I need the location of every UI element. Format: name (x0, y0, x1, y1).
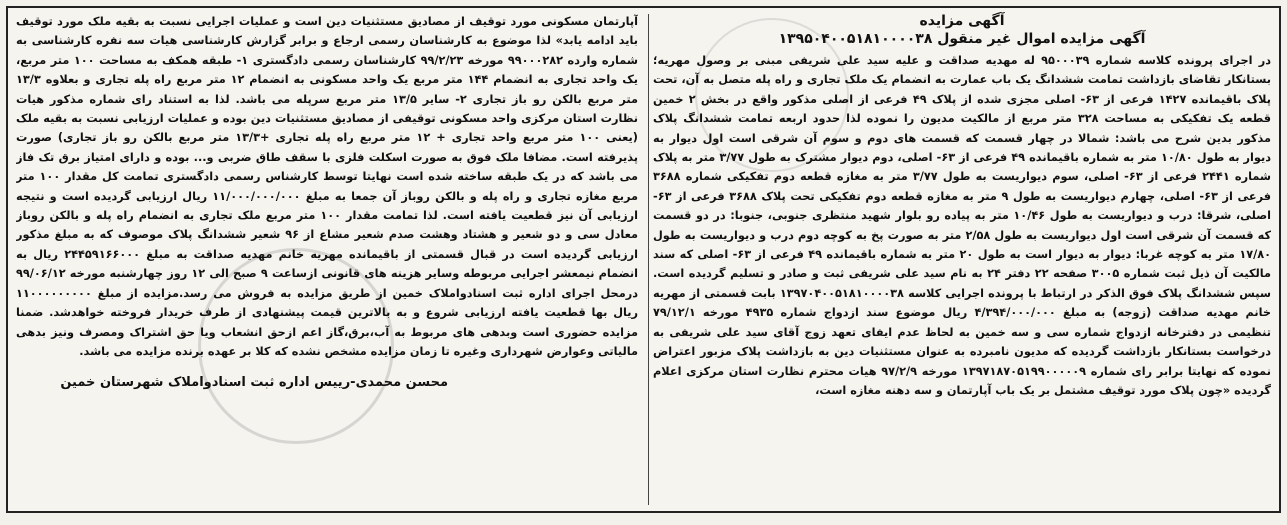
right-column-text: در اجرای پرونده کلاسه شماره ۹۵۰۰۰۳۹ له مهدیه صداقت و علیه سید علی شریفی مبنی بر وصول مهریه؛ بستانکار تقاضای بازداشت تمامت ششدانگ یک باب عمارت به انضمام یک ملک تجاری و راه پله متصل به آن، تحت پلاک باقیمانده ۱۴۲۷ فرعی از ۶۳- اصلی مجزی شده از پلاک ۴۹ فرعی از اصلی مذکور واقع در بخش ۲ خمین قطعه یک تفکیکی به مساحت ۳۲۸ متر مربع از مالکیت مدیون را نموده لذا حدود اربعه تمامت ششدانگ پلاک مذکور بدین شرح می باشد: شمالا در چهار قسمت که قسمت های دوم و سوم آن شرقی است اول دیوار به دیوار به طول ۱۰/۸۰ متر به شماره باقیمانده ۴۹ فرعی از ۶۳- اصلی، دوم دیوار مشترک به طول ۳/۷۷ متر به پلاک شماره ۲۴۴۱ فرعی از ۶۳- اصلی، سوم دیواریست به طول ۳/۷۷ متر به مغازه قطعه دوم تفکیکی شماره ۳۶۸۸ فرعی از ۶۳- اصلی، چهارم دیواریست به طول ۹ متر به مغازه قطعه دوم تفکیکی تحت پلاک ۳۶۸۸ فرعی از ۶۳- اصلی، شرقا: درب و دیواریست به طول ۱۰/۴۶ متر به پیاده رو بلوار شهید منتظری جنوبی، جنوبا: در دو قسمت که قسمت آن شرقی است اول دیواریست به طول ۲/۵۸ متر به صورت پخ به کوچه دوم درب و دیواریست به طول ۱۷/۸۰ متر به کوچه غربا: دیوار به دیوار است به طول ۲۰ متر به شماره باقیمانده ۴۹ فرعی از ۶۳- اصلی که سند مالکیت آن ذیل ثبت شماره ۳۰۰۵ صفحه ۲۲ دفتر ۲۴ به نام سید علی شریفی ثبت و صادر و تسلیم گردیده است. سپس ششدانگ پلاک فوق الذکر در ارتباط با پرونده اجرایی کلاسه ۱۳۹۷۰۴۰۰۵۱۸۱۰۰۰۰۳۸ بابت قسمتی از مهریه خانم مهدیه صداقت (زوجه) به مبلغ ۴/۳۹۴/۰۰۰/۰۰۰ ریال موضوع سند ازدواج شماره ۴۹۳۵ مورخه ۷۹/۱۲/۱ تنظیمی در دفترخانه ازدواج شماره سی و سه خمین به لحاظ عدم ایفای تعهد زوج آقای سید علی شریفی به درخواست بستانکار بازداشت گردیده که مدیون نامبرده به عنوان مستثنیات دین به بازداشت پلاک مزبور اعتراض نموده که نهایتا برابر رای شماره ۱۳۹۷۱۸۷۰۵۱۹۹۰۰۰۰۰۹ مورخه ۹۷/۲/۹ هیات محترم نظارت استان مرکزی اعلام گردیده «چون پلاک مورد توقیف مشتمل بر یک باب آپارتمان و سه دهنه مغازه است، (653, 54, 1271, 397)
column-divider (648, 14, 649, 505)
left-column-text: آپارتمان مسکونی مورد توقیف از مصادیق مستثنیات دین است و عملیات اجرایی نسبت به بقیه ملک مورد توقیف باید ادامه یابد» لذا موضوع به کارشناسان رسمی ارجاع و برابر گزارش کارشناسی هیات سه نفره کارشناسی به شماره وارده ۹۹۰۰۰۲۸۲ مورخه ۹۹/۲/۲۳ کارشناسان رسمی دادگستری ۱- طبقه همکف به مساحت ۱۰۰ متر مربع، یک واحد تجاری به انضمام ۱۴۴ متر مربع یک واحد مسکونی به انضمام ۱۲ متر مربع راه پله تجاری و بعلاوه ۱۳/۳ متر مربع بالکن رو باز تجاری ۲- سایر ۱۳/۵ متر مربع سرپله می باشد. لذا به استناد رای شماره مذکور هیات نظارت استان مرکزی واحد مسکونی توقیفی از مصادیق مستثنیات دین بوده و عملیات ارزیابی نسبت به بقیه ملک (یعنی ۱۰۰ متر مربع واحد تجاری + ۱۲ متر مربع راه پله تجاری +۱۳/۳ متر مربع بالکن رو باز تجاری) صورت پذیرفته است. مضافا ملک فوق به صورت اسکلت فلزی با سقف طاق ضربی و... بوده و دارای امتیاز برق تک فاز می باشد که در یک طبقه ساخته شده است نهایتا توسط کارشناس رسمی دادگستری تمامت کل مقدار ۱۰۰ متر مربع مغازه تجاری و راه پله و بالکن روباز آن جمعا به مبلغ ۱۱/۰۰۰/۰۰۰/۰۰۰ ریال ارزیابی گردیده است و نتیجه ارزیابی آن نیز قطعیت یافته است. لذا تمامت مقدار ۱۰۰ متر مربع ملک تجاری به انضمام راه پله و بالکن روباز معادل سی و دو شعیر و هشتاد وهشت صدم شعیر مشاع از ۹۶ شعیر ششدانگ پلاک موصوف که به مبلغ مذکور ارزیابی گردیده است در قبال قسمتی از باقیمانده مهریه خانم مهدیه صداقت به مبلغ ۲۴۴۵۹۱۶۶۰۰۰ ریال به انضمام نیمعشر اجرایی مربوطه وسایر هزینه های قانونی ازساعت ۹ صبح الی ۱۲ روز چهارشنبه مورخه ۹۹/۰۶/۱۲ درمحل اجرای اداره ثبت اسنادواملاک خمین از طریق مزایده به فروش می رسد.مزایده از مبلغ ۱۱۰۰۰۰۰۰۰۰۰ ریال بها قطعیت یافته ارزیابی شروع و به بالاترین قیمت پیشنهادی از طرف خریدار فروخته خواهدشد. ضمنا مزایده حضوری است وبدهی های مربوط به آب،برق،گاز اعم ازحق انشعاب ویا حق اشتراک ومصرف ونیز بدهی مالیاتی وعوارض شهرداری وغیره تا زمان مزایده مشخص نشده که کلا بر عهده برنده مزایده می باشد. (16, 15, 638, 358)
right-column (653, 12, 1271, 507)
notice-subtitle: آگهی مزایده اموال غیر منقول ۱۳۹۵۰۴۰۰۵۱۸۱۰۰۰۰۳۸ (778, 31, 1146, 47)
left-column (16, 12, 638, 507)
notice-title: آگهی مزایده (919, 13, 1005, 29)
signature-line: محسن محمدی-رییس اداره ثبت اسنادواملاک شهرستان خمین (60, 375, 448, 391)
auction-notice (6, 6, 1281, 513)
notice-header (653, 12, 1271, 49)
